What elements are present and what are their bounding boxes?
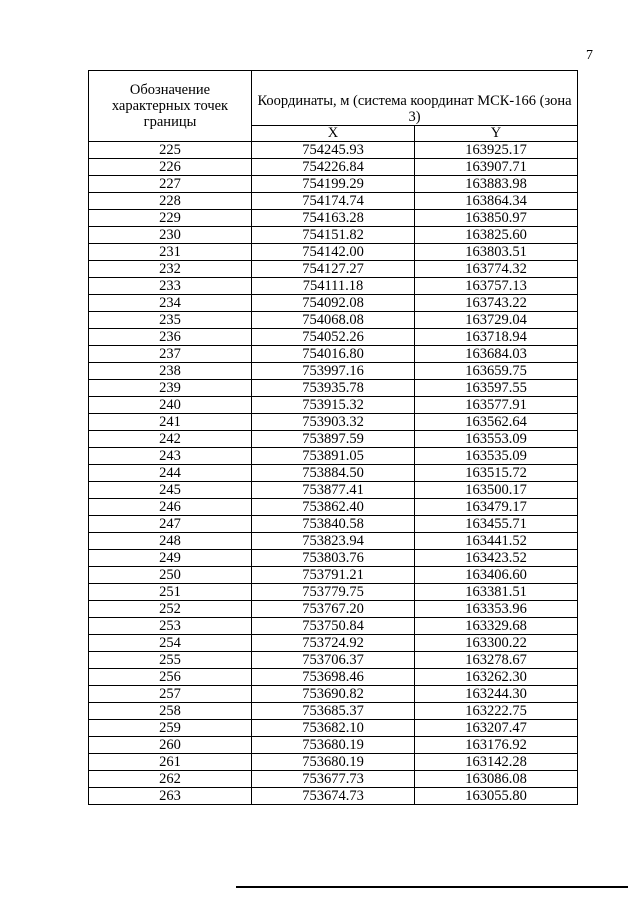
x-coordinate-cell: 753677.73 xyxy=(252,771,415,788)
x-coordinate-cell: 753706.37 xyxy=(252,652,415,669)
table-row xyxy=(89,397,578,414)
footer-line xyxy=(236,886,628,888)
table-row xyxy=(89,754,578,771)
y-coordinate-cell: 163864.34 xyxy=(415,193,578,210)
point-id-cell: 258 xyxy=(89,703,252,720)
x-coordinate-cell: 753750.84 xyxy=(252,618,415,635)
y-coordinate-cell: 163086.08 xyxy=(415,771,578,788)
header-points: Обозначение характерных точек границы xyxy=(89,71,252,142)
point-id-cell: 238 xyxy=(89,363,252,380)
x-coordinate-cell: 753767.20 xyxy=(252,601,415,618)
x-coordinate-cell: 754092.08 xyxy=(252,295,415,312)
x-coordinate-cell: 754226.84 xyxy=(252,159,415,176)
point-id-cell: 256 xyxy=(89,669,252,686)
y-coordinate-cell: 163659.75 xyxy=(415,363,578,380)
point-id-cell: 257 xyxy=(89,686,252,703)
table-row xyxy=(89,669,578,686)
x-coordinate-cell: 754127.27 xyxy=(252,261,415,278)
y-coordinate-cell: 163883.98 xyxy=(415,176,578,193)
y-coordinate-cell: 163825.60 xyxy=(415,227,578,244)
table-row xyxy=(89,159,578,176)
table-row xyxy=(89,601,578,618)
y-coordinate-cell: 163597.55 xyxy=(415,380,578,397)
table-row xyxy=(89,720,578,737)
table-row xyxy=(89,550,578,567)
table-row xyxy=(89,771,578,788)
point-id-cell: 255 xyxy=(89,652,252,669)
table-row xyxy=(89,210,578,227)
point-id-cell: 244 xyxy=(89,465,252,482)
point-id-cell: 231 xyxy=(89,244,252,261)
x-coordinate-cell: 753935.78 xyxy=(252,380,415,397)
point-id-cell: 226 xyxy=(89,159,252,176)
table-row xyxy=(89,380,578,397)
y-coordinate-cell: 163381.51 xyxy=(415,584,578,601)
table-row xyxy=(89,142,578,159)
y-coordinate-cell: 163907.71 xyxy=(415,159,578,176)
table-row xyxy=(89,516,578,533)
y-coordinate-cell: 163423.52 xyxy=(415,550,578,567)
y-coordinate-cell: 163803.51 xyxy=(415,244,578,261)
x-coordinate-cell: 753891.05 xyxy=(252,448,415,465)
header-y: Y xyxy=(415,126,578,142)
table-row xyxy=(89,244,578,261)
x-coordinate-cell: 753803.76 xyxy=(252,550,415,567)
point-id-cell: 261 xyxy=(89,754,252,771)
table-row xyxy=(89,363,578,380)
table-row xyxy=(89,567,578,584)
y-coordinate-cell: 163441.52 xyxy=(415,533,578,550)
point-id-cell: 262 xyxy=(89,771,252,788)
table-row xyxy=(89,635,578,652)
x-coordinate-cell: 753823.94 xyxy=(252,533,415,550)
y-coordinate-cell: 163562.64 xyxy=(415,414,578,431)
point-id-cell: 242 xyxy=(89,431,252,448)
x-coordinate-cell: 754245.93 xyxy=(252,142,415,159)
x-coordinate-cell: 754174.74 xyxy=(252,193,415,210)
point-id-cell: 235 xyxy=(89,312,252,329)
y-coordinate-cell: 163515.72 xyxy=(415,465,578,482)
point-id-cell: 234 xyxy=(89,295,252,312)
table-row xyxy=(89,261,578,278)
point-id-cell: 241 xyxy=(89,414,252,431)
point-id-cell: 260 xyxy=(89,737,252,754)
point-id-cell: 248 xyxy=(89,533,252,550)
x-coordinate-cell: 753674.73 xyxy=(252,788,415,805)
x-coordinate-cell: 754142.00 xyxy=(252,244,415,261)
point-id-cell: 247 xyxy=(89,516,252,533)
x-coordinate-cell: 754151.82 xyxy=(252,227,415,244)
y-coordinate-cell: 163577.91 xyxy=(415,397,578,414)
table-row xyxy=(89,295,578,312)
y-coordinate-cell: 163925.17 xyxy=(415,142,578,159)
page-number: 7 xyxy=(586,48,593,63)
point-id-cell: 228 xyxy=(89,193,252,210)
point-id-cell: 225 xyxy=(89,142,252,159)
table-row xyxy=(89,584,578,601)
x-coordinate-cell: 753690.82 xyxy=(252,686,415,703)
point-id-cell: 253 xyxy=(89,618,252,635)
table-row xyxy=(89,703,578,720)
y-coordinate-cell: 163850.97 xyxy=(415,210,578,227)
y-coordinate-cell: 163222.75 xyxy=(415,703,578,720)
x-coordinate-cell: 753779.75 xyxy=(252,584,415,601)
x-coordinate-cell: 753685.37 xyxy=(252,703,415,720)
table-row xyxy=(89,431,578,448)
y-coordinate-cell: 163300.22 xyxy=(415,635,578,652)
x-coordinate-cell: 754068.08 xyxy=(252,312,415,329)
x-coordinate-cell: 753840.58 xyxy=(252,516,415,533)
table-row xyxy=(89,737,578,754)
y-coordinate-cell: 163774.32 xyxy=(415,261,578,278)
coordinates-table xyxy=(88,70,578,805)
x-coordinate-cell: 753791.21 xyxy=(252,567,415,584)
y-coordinate-cell: 163055.80 xyxy=(415,788,578,805)
table-row xyxy=(89,176,578,193)
table-row xyxy=(89,686,578,703)
x-coordinate-cell: 753698.46 xyxy=(252,669,415,686)
point-id-cell: 250 xyxy=(89,567,252,584)
x-coordinate-cell: 754163.28 xyxy=(252,210,415,227)
y-coordinate-cell: 163684.03 xyxy=(415,346,578,363)
table-row xyxy=(89,482,578,499)
y-coordinate-cell: 163455.71 xyxy=(415,516,578,533)
x-coordinate-cell: 753903.32 xyxy=(252,414,415,431)
point-id-cell: 259 xyxy=(89,720,252,737)
y-coordinate-cell: 163207.47 xyxy=(415,720,578,737)
point-id-cell: 229 xyxy=(89,210,252,227)
x-coordinate-cell: 754199.29 xyxy=(252,176,415,193)
y-coordinate-cell: 163142.28 xyxy=(415,754,578,771)
table-row xyxy=(89,193,578,210)
header-x: X xyxy=(252,126,415,142)
y-coordinate-cell: 163718.94 xyxy=(415,329,578,346)
table-row xyxy=(89,652,578,669)
x-coordinate-cell: 753997.16 xyxy=(252,363,415,380)
x-coordinate-cell: 753897.59 xyxy=(252,431,415,448)
y-coordinate-cell: 163500.17 xyxy=(415,482,578,499)
point-id-cell: 230 xyxy=(89,227,252,244)
y-coordinate-cell: 163176.92 xyxy=(415,737,578,754)
point-id-cell: 243 xyxy=(89,448,252,465)
table-row xyxy=(89,499,578,516)
x-coordinate-cell: 753724.92 xyxy=(252,635,415,652)
table-row xyxy=(89,618,578,635)
point-id-cell: 245 xyxy=(89,482,252,499)
y-coordinate-cell: 163406.60 xyxy=(415,567,578,584)
y-coordinate-cell: 163262.30 xyxy=(415,669,578,686)
x-coordinate-cell: 753915.32 xyxy=(252,397,415,414)
point-id-cell: 240 xyxy=(89,397,252,414)
y-coordinate-cell: 163244.30 xyxy=(415,686,578,703)
point-id-cell: 227 xyxy=(89,176,252,193)
table-row xyxy=(89,227,578,244)
table-row xyxy=(89,414,578,431)
point-id-cell: 254 xyxy=(89,635,252,652)
point-id-cell: 263 xyxy=(89,788,252,805)
y-coordinate-cell: 163278.67 xyxy=(415,652,578,669)
point-id-cell: 246 xyxy=(89,499,252,516)
table-row xyxy=(89,448,578,465)
table-row xyxy=(89,278,578,295)
table-row xyxy=(89,346,578,363)
x-coordinate-cell: 754111.18 xyxy=(252,278,415,295)
x-coordinate-cell: 753680.19 xyxy=(252,737,415,754)
table-row xyxy=(89,329,578,346)
x-coordinate-cell: 753862.40 xyxy=(252,499,415,516)
table-row xyxy=(89,788,578,805)
table-row xyxy=(89,465,578,482)
y-coordinate-cell: 163743.22 xyxy=(415,295,578,312)
point-id-cell: 233 xyxy=(89,278,252,295)
y-coordinate-cell: 163553.09 xyxy=(415,431,578,448)
point-id-cell: 251 xyxy=(89,584,252,601)
x-coordinate-cell: 753680.19 xyxy=(252,754,415,771)
table-row xyxy=(89,533,578,550)
y-coordinate-cell: 163729.04 xyxy=(415,312,578,329)
point-id-cell: 249 xyxy=(89,550,252,567)
point-id-cell: 239 xyxy=(89,380,252,397)
point-id-cell: 236 xyxy=(89,329,252,346)
y-coordinate-cell: 163353.96 xyxy=(415,601,578,618)
point-id-cell: 252 xyxy=(89,601,252,618)
y-coordinate-cell: 163479.17 xyxy=(415,499,578,516)
y-coordinate-cell: 163757.13 xyxy=(415,278,578,295)
x-coordinate-cell: 753682.10 xyxy=(252,720,415,737)
y-coordinate-cell: 163329.68 xyxy=(415,618,578,635)
x-coordinate-cell: 754016.80 xyxy=(252,346,415,363)
table-row xyxy=(89,312,578,329)
point-id-cell: 237 xyxy=(89,346,252,363)
point-id-cell: 232 xyxy=(89,261,252,278)
header-coordinates: Координаты, м (система координат МСК-166 (зона 3) xyxy=(252,71,578,126)
x-coordinate-cell: 754052.26 xyxy=(252,329,415,346)
y-coordinate-cell: 163535.09 xyxy=(415,448,578,465)
x-coordinate-cell: 753884.50 xyxy=(252,465,415,482)
x-coordinate-cell: 753877.41 xyxy=(252,482,415,499)
